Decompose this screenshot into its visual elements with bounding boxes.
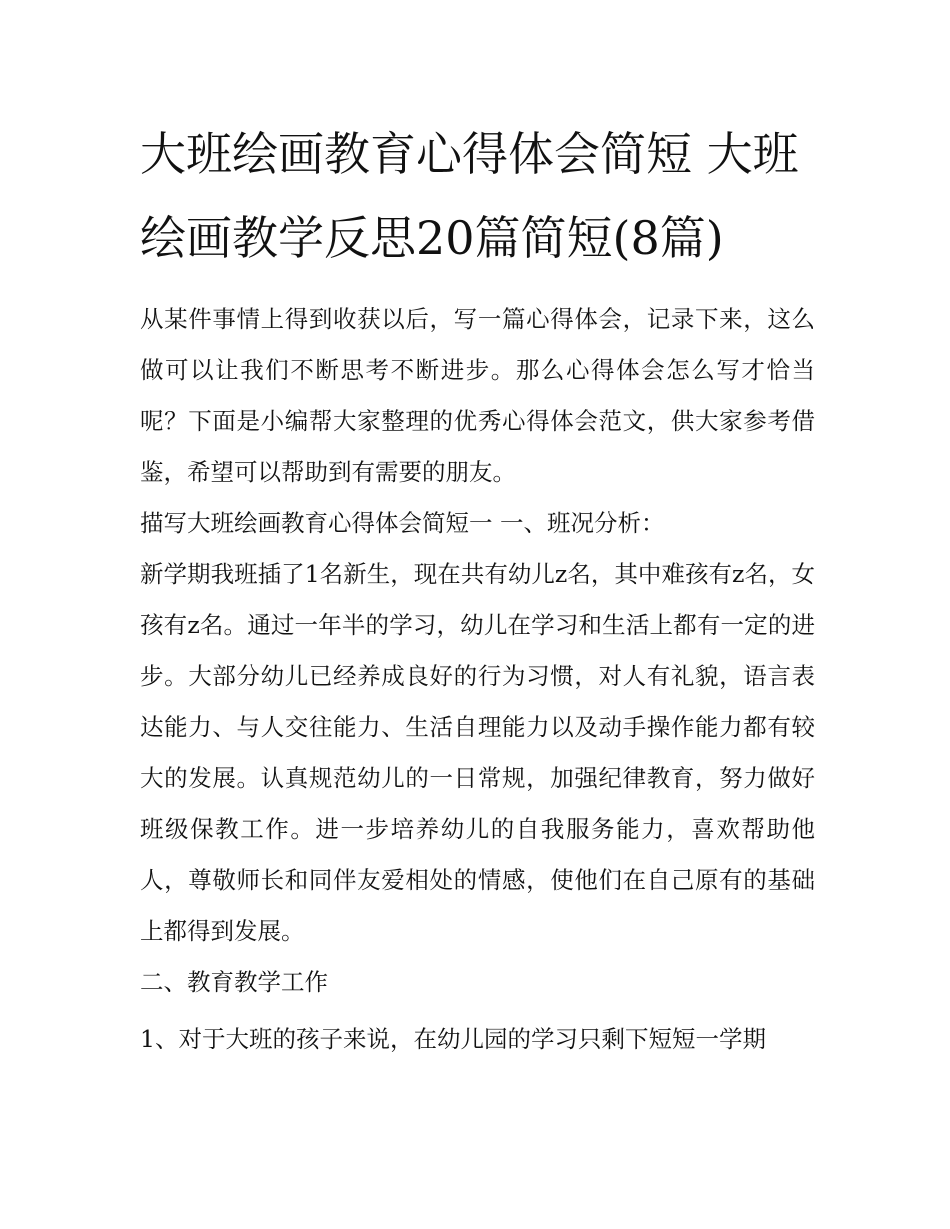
intro-paragraph: 从某件事情上得到收获以后，写一篇心得体会，记录下来，这么做可以让我们不断思考不断进步。那么心得体会怎么写才恰当呢？下面是小编帮大家整理的优秀心得体会范文，供大家参考借鉴，希望可以帮助到有需要的朋友。 bbox=[140, 305, 815, 486]
section-heading-2: 二、教育教学工作 bbox=[140, 968, 328, 996]
section-1-paragraph: 新学期我班插了1名新生，现在共有幼儿z名，其中难孩有z名，女孩有z名。通过一年半的学习，幼儿在学习和生活上都有一定的进步。大部分幼儿已经养成良好的行为习惯，对人有礼貌，语言表达能力、与人交往能力、生活自理能力以及动手操作能力都有较大的发展。认真规范幼儿的一日常规，加强纪律教育，努力做好班级保教工作。进一步培养幼儿的自我服务能力，喜欢帮助他人，尊敬师长和同伴友爱相处的情感，使他们在自己原有的基础上都得到发展。 bbox=[140, 560, 815, 945]
section-heading-1: 描写大班绘画教育心得体会简短一 一、班况分析： bbox=[140, 509, 665, 537]
section-2-item-1: 1、对于大班的孩子来说，在幼儿园的学习只剩下短短一学期 bbox=[140, 1025, 766, 1053]
document-title: 大班绘画教育心得体会简短 大班绘画教学反思20篇简短(8篇) bbox=[140, 127, 799, 265]
document-content bbox=[140, 112, 815, 1065]
